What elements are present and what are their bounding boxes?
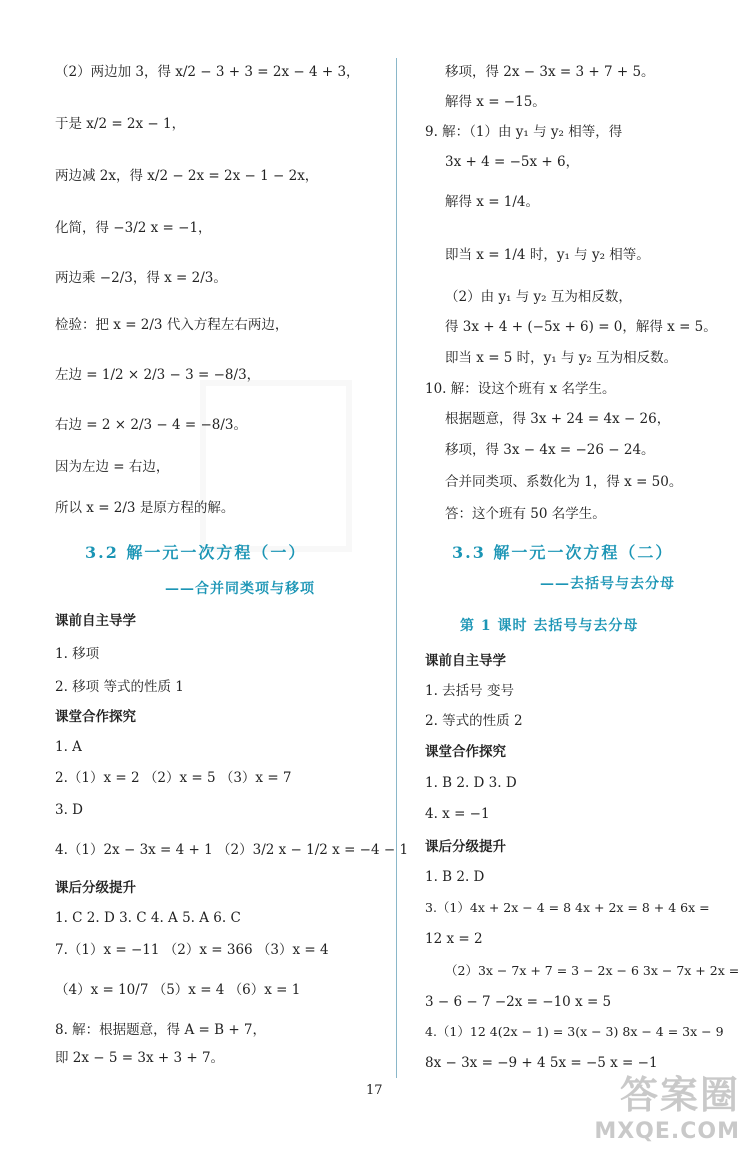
answer-line: 1. 移项 [55, 646, 100, 662]
text-line: 检验：把 x = 2/3 代入方程左右两边， [55, 317, 289, 333]
text-line: 两边乘 −2/3，得 x = 2/3。 [55, 270, 227, 286]
text-line: 合并同类项、系数化为 1，得 x = 50。 [445, 474, 683, 490]
answer-line: （2）3x − 7x + 7 = 3 − 2x − 6 3x − 7x + 2x = [445, 963, 740, 978]
answer-line: 1. B 2. D [425, 869, 485, 885]
heading: 课后分级提升 [55, 880, 136, 896]
answer-line: 1. A [55, 739, 82, 755]
text-line: 根据题意，得 3x + 24 = 4x − 26， [445, 411, 671, 427]
answer-line: 2. 移项 等式的性质 1 [55, 679, 184, 695]
heading: 课堂合作探究 [425, 744, 506, 760]
page-number: 17 [366, 1083, 383, 1098]
answer-line: 4.（1）12 4(2x − 1) = 3(x − 3) 8x − 4 = 3x − 9 [425, 1024, 724, 1039]
text-line: 9. 解：（1）由 y₁ 与 y₂ 相等，得 [425, 124, 623, 140]
heading: 课堂合作探究 [55, 709, 136, 725]
answer-line: 3.（1）4x + 2x − 4 = 8 4x + 2x = 8 + 4 6x = [425, 900, 710, 915]
lesson-title: 第 1 课时 去括号与去分母 [460, 618, 639, 634]
answer-line: 2. 等式的性质 2 [425, 713, 523, 729]
heading: 课前自主导学 [55, 613, 136, 629]
answer-line: 即 2x − 5 = 3x + 3 + 7。 [55, 1050, 225, 1066]
section-subtitle: ——去括号与去分母 [540, 576, 675, 592]
text-line: 即当 x = 5 时，y₁ 与 y₂ 互为相反数。 [445, 350, 678, 366]
section-title: 3.3 解一元一次方程（二） [452, 543, 674, 562]
text-line: 10. 解：设这个班有 x 名学生。 [425, 381, 616, 397]
answer-line: 1. 去括号 变号 [425, 683, 514, 699]
answer-line: 7.（1）x = −11 （2）x = 366 （3）x = 4 [55, 942, 329, 958]
text-line: 解得 x = −15。 [445, 94, 546, 110]
section-subtitle: ——合并同类项与移项 [165, 581, 315, 597]
answer-line: 8. 解：根据题意，得 A = B + 7， [55, 1022, 267, 1038]
text-line: 化简，得 −3/2 x = −1， [55, 220, 212, 236]
heading: 课后分级提升 [425, 839, 506, 855]
text-line: 所以 x = 2/3 是原方程的解。 [55, 500, 235, 516]
background-watermark-shape [200, 380, 352, 552]
text-line: 因为左边 = 右边， [55, 459, 170, 475]
text-line: 3x + 4 = −5x + 6， [445, 154, 580, 170]
text-line: 两边减 2x，得 x/2 − 2x = 2x − 1 − 2x， [55, 168, 319, 184]
answer-line: 1. B 2. D 3. D [425, 775, 517, 791]
text-line: 移项，得 3x − 4x = −26 − 24。 [445, 442, 655, 458]
answer-line: 1. C 2. D 3. C 4. A 5. A 6. C [55, 910, 241, 926]
answer-line: 2.（1）x = 2 （2）x = 5 （3）x = 7 [55, 770, 292, 786]
text-line: 得 3x + 4 + (−5x + 6) = 0，解得 x = 5。 [445, 319, 717, 335]
answer-line: 4.（1）2x − 3x = 4 + 1 （2）3/2 x − 1/2 x = −4 − 1 [55, 842, 409, 858]
answer-line: （4）x = 10/7 （5）x = 4 （6）x = 1 [55, 982, 301, 998]
text-line: 于是 x/2 = 2x − 1， [55, 116, 186, 132]
text-line: 答：这个班有 50 名学生。 [445, 506, 606, 522]
column-divider [396, 58, 397, 1078]
answer-line: 3 − 6 − 7 −2x = −10 x = 5 [425, 994, 612, 1010]
text-line: 左边 = 1/2 × 2/3 − 3 = −8/3， [55, 367, 261, 383]
text-line: 解得 x = 1/4。 [445, 194, 540, 210]
text-line: 移项，得 2x − 3x = 3 + 7 + 5。 [445, 64, 655, 80]
text-line: 即当 x = 1/4 时，y₁ 与 y₂ 相等。 [445, 247, 650, 263]
answer-line: 8x − 3x = −9 + 4 5x = −5 x = −1 [425, 1055, 658, 1071]
answer-line: 4. x = −1 [425, 806, 490, 822]
heading: 课前自主导学 [425, 653, 506, 669]
answer-line: 3. D [55, 802, 83, 818]
answer-line: 12 x = 2 [425, 931, 483, 947]
text-line: （2）由 y₁ 与 y₂ 互为相反数， [445, 289, 632, 305]
text-line: （2）两边加 3，得 x/2 − 3 + 3 = 2x − 4 + 3， [55, 64, 360, 80]
watermark-logo-text: 答案圈 [619, 1073, 740, 1117]
watermark-url: MXQE.COM [594, 1119, 740, 1144]
text-line: 右边 = 2 × 2/3 − 4 = −8/3。 [55, 417, 248, 433]
section-title: 3.2 解一元一次方程（一） [85, 543, 307, 562]
site-watermark [594, 1064, 740, 1144]
